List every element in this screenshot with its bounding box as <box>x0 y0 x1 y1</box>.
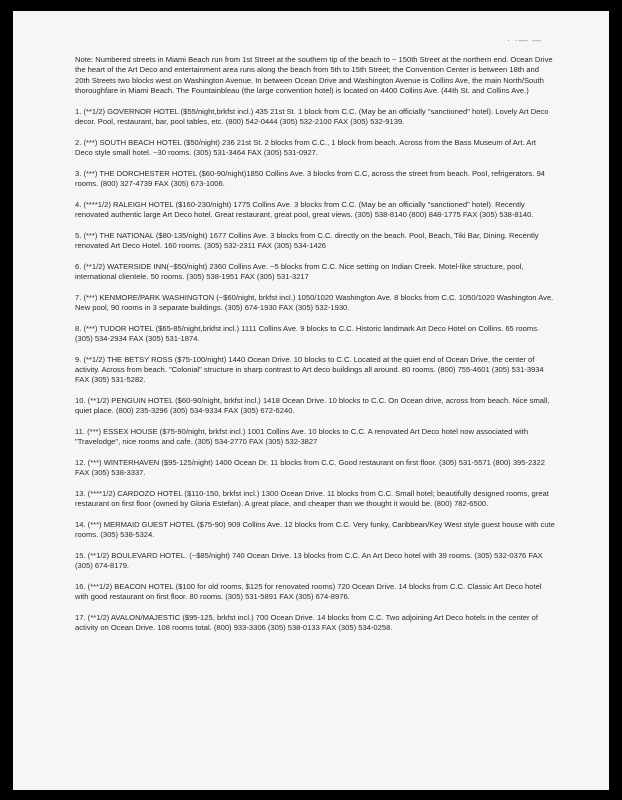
hotel-list-content <box>75 55 555 644</box>
hotel-entry: 12. (***) WINTERHAVEN ($95-125/night) 1400 Ocean Dr. 11 blocks from C.C. Good restaurant on first floor. (305) 531-5571 (800) 395-2322 FAX (305) 538-3337. <box>75 458 545 478</box>
corner-mark: · ·— — <box>507 35 542 45</box>
hotel-entry: 14. (***) MERMAID GUEST HOTEL ($75-90) 909 Collins Ave. 12 blocks from C.C. Very funky, Caribbean/Key West style guest house with cute rooms. (305) 538-5324. <box>75 520 555 540</box>
hotel-entry: 2. (***) SOUTH BEACH HOTEL ($50/night) 236 21st St. 2 blocks from C.C., 1 block from beach. Across from the Bass Museum of Art. Art Deco style small hotel. ~30 rooms. (305) 531-3464 FAX (305) 531-0927. <box>75 137 536 158</box>
hotel-entry: 17. (**1/2) AVALON/MAJESTIC ($95-125, brkfst incl.) 700 Ocean Drive. 14 blocks from C.C. Two adjoining Art Deco hotels in the center of activity on Ocean Drive. 108 rooms total. (800) 933-3306 (305) 538-0133 FAX (305) 534-0258. <box>75 613 539 633</box>
hotel-entry: 13. (****1/2) CARDOZO HOTEL ($110-150, brkfst incl.) 1300 Ocean Drive. 11 blocks from C.C. Small hotel; beautifully designed rooms, great restaurant on first floor (owned by Gloria Estefan). A great place, and cheaper than we thought it would be. (800) 782-6500. <box>75 489 549 509</box>
intro-note: Note: Numbered streets in Miami Beach run from 1st Street at the southern tip of the beach to ~ 150th Street at the northern end. Ocean Drive the heart of the Art Deco and entertainment area runs along the beach from 5th to 15th Street; the Convention Center is between 18th and 20th Streets two blocks west on Washington Avenue. In between Ocean Drive and Washington Avenue is Collins Ave, the main North/South thoroughfare in Miami Beach. The Fountainbleau (the large convention hotel) is located on 4400 Collins Ave. (44th St. and Collins Ave.) <box>75 55 553 96</box>
hotel-entry: 9. (**1/2) THE BETSY ROSS ($75-100/night) 1440 Ocean Drive. 10 blocks to C.C. Located at the quiet end of Ocean Drive, the center of activity. Across from beach. "Colonial" structure in sharp contrast to Art deco buildings all around. 80 rooms. (800) 755-4601 (305) 531-3934 FAX (305) 531-5282. <box>75 354 544 385</box>
hotel-entry: 7. (***) KENMORE/PARK WASHINGTON (~$60/night, brkfst incl.) 1050/1020 Washington Ave. 8 blocks from C.C. 1050/1020 Washington Ave. New pool, 90 rooms in 3 separate buildings. (305) 674-1930 FAX (305) 532-1930. <box>75 292 554 313</box>
hotel-entry: 8. (***) TUDOR HOTEL ($65-85/night,brkfst incl.) 1111 Collins Ave. 9 blocks to C.C. Historic landmark Art Deco Hotel on Collins. 65 rooms. (305) 534-2934 FAX (305) 531-1874. <box>75 323 540 344</box>
hotel-entry: 16. (***1/2) BEACON HOTEL ($100 for old rooms, $125 for renovated rooms) 720 Ocean Drive. 14 blocks from C.C. Classic Art Deco hotel with good restaurant on first floor. 80 rooms. (305) 531-5891 FAX (305) 674-8976. <box>75 582 542 602</box>
hotel-entry: 11. (***) ESSEX HOUSE ($75-90/night, brkfst incl.) 1001 Collins Ave. 10 blocks to C.C. A renovated Art Deco hotel now associated with "Travelodge", nice rooms and cafe. (305) 534-2770 FAX (305) 532-3827 <box>75 427 529 447</box>
hotel-entry: 6. (**1/2) WATERSIDE INN(~$50/night) 2360 Collins Ave. ~5 blocks from C.C. Nice setting on Indian Creek. Motel-like structure, pool, international clientele. 50 rooms. (305) 538-1951 FAX (305) 531-3217 <box>75 261 524 282</box>
hotel-entry: 5. (***) THE NATIONAL ($80-135/night) 1677 Collins Ave. 3 blocks from C.C. directly on the beach. Pool, Beach, Tiki Bar, Dining. Recently renovated Art Deco Hotel. 160 rooms. (305) 532-2311 FAX (305) 534-1426 <box>75 230 539 251</box>
hotel-entry: 15. (**1/2) BOULEVARD HOTEL. (~$85/night) 740 Ocean Drive. 13 blocks from C.C. An Art Deco hotel with 39 rooms. (305) 532-0376 FAX (305) 674-8179. <box>75 551 543 571</box>
hotel-entry: 1. (**1/2) GOVERNOR HOTEL ($55/night,brkfst incl.) 435 21st St. 1 block from C.C. (May be an officially "sanctioned" hotel). Lovely Art Deco decor. Pool, restaurant, bar, pool tables, etc. (800) 542-0444 (305) 532-2100 FAX (305) 532-9139. <box>75 106 549 127</box>
hotel-entry: 3. (***) THE DORCHESTER HOTEL ($60-90/night)1850 Collins Ave. 3 blocks from C.C, across the street from beach. Pool, refrigerators. 94 rooms. (800) 327-4739 FAX (305) 673-1006. <box>75 168 546 189</box>
document-page <box>13 11 609 790</box>
hotel-entry: 10. (**1/2) PENGUIN HOTEL ($60-90/night, brkfst incl.) 1418 Ocean Drive. 10 blocks to C.C. On Ocean drive, across from beach. Nice small, quiet place. (800) 235-3296 (305) 534-9334 FAX (305) 672-6240. <box>75 396 550 416</box>
hotel-entry: 4. (****1/2) RALEIGH HOTEL ($160-230/night) 1775 Collins Ave. 3 blocks from C.C. (May be an officially "sanctioned" hotel). Recently renovated authentic large Art Deco hotel. Great restaurant, great pool, great views. (305) 538-8140 (800) 848-1775 FAX (305) 538-8140. <box>75 199 534 220</box>
